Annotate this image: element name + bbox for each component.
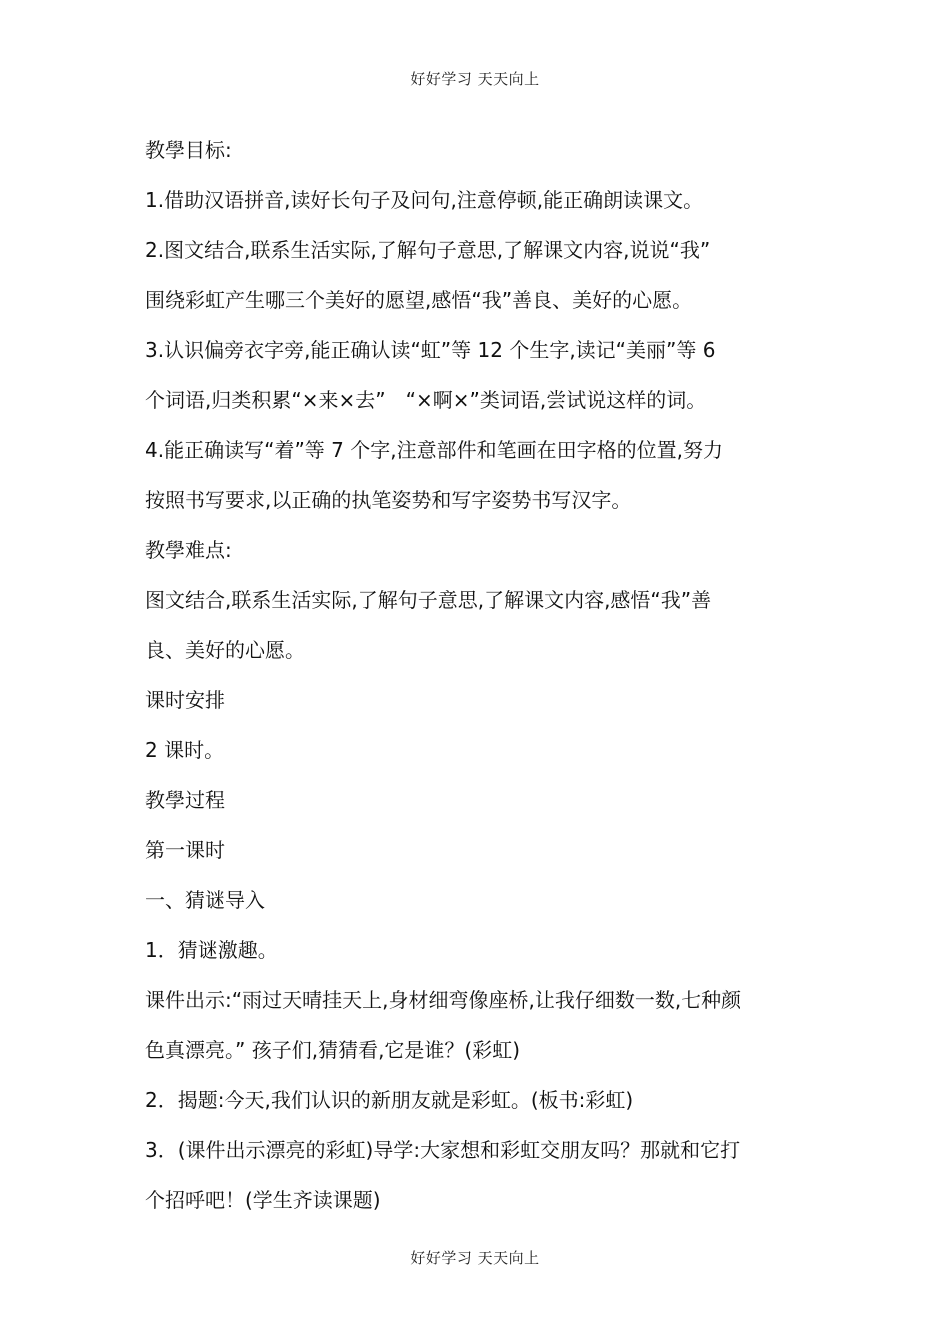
page-header: 好好学习 天天向上 (410, 70, 540, 88)
objective-2-line-2: 围绕彩虹产生哪三个美好的愿望,感悟“我”善良、美好的心愿。 (145, 288, 693, 312)
step-2: 2．揭题:今天,我们认识的新朋友就是彩虹。(板书:彩虹) (145, 1088, 634, 1112)
riddle-line-2: 色真漂亮。” 孩子们,猜猜看,它是谁？(彩虹) (145, 1038, 521, 1062)
step-3-line-2: 个招呼吧！(学生齐读课题) (145, 1188, 381, 1212)
page-footer: 好好学习 天天向上 (410, 1249, 540, 1267)
lesson-one-heading: 第一课时 (145, 838, 225, 862)
objective-4-line-1: 4.能正确读写“着”等 7 个字,注意部件和笔画在田字格的位置,努力 (145, 438, 723, 462)
objective-3-line-1: 3.认识偏旁衣字旁,能正确认读“虹”等 12 个生字,读记“美丽”等 6 (145, 338, 716, 362)
step-1: 1．猜谜激趣。 (145, 938, 278, 962)
difficulty-line-1: 图文结合,联系生活实际,了解句子意思,了解课文内容,感悟“我”善 (145, 588, 712, 612)
objective-4-line-2: 按照书写要求,以正确的执笔姿势和写字姿势书写汉字。 (145, 488, 632, 512)
riddle-line-1: 课件出示:“雨过天晴挂天上,身材细弯像座桥,让我仔细数一数,七种颜 (145, 988, 742, 1012)
document-body (145, 130, 815, 1230)
objective-3-line-2: 个词语,归类积累“×来×去” “×啊×”类词语,尝试说这样的词。 (145, 388, 707, 412)
step-3-line-1: 3．(课件出示漂亮的彩虹)导学:大家想和彩虹交朋友吗？那就和它打 (145, 1138, 741, 1162)
section-heading-schedule: 课时安排 (145, 688, 225, 712)
section-heading-objectives: 教學目标: (145, 138, 232, 162)
schedule-text: 2 课时。 (145, 738, 225, 762)
section-heading-process: 教學过程 (145, 788, 225, 812)
part-one-heading: 一、猜谜导入 (145, 888, 265, 912)
section-heading-difficulty: 教學难点: (145, 538, 232, 562)
objective-2-line-1: 2.图文结合,联系生活实际,了解句子意思,了解课文内容,说说“我” (145, 238, 711, 262)
difficulty-line-2: 良、美好的心愿。 (145, 638, 305, 662)
objective-1: 1.借助汉语拼音,读好长句子及问句,注意停顿,能正确朗读课文。 (145, 188, 704, 212)
